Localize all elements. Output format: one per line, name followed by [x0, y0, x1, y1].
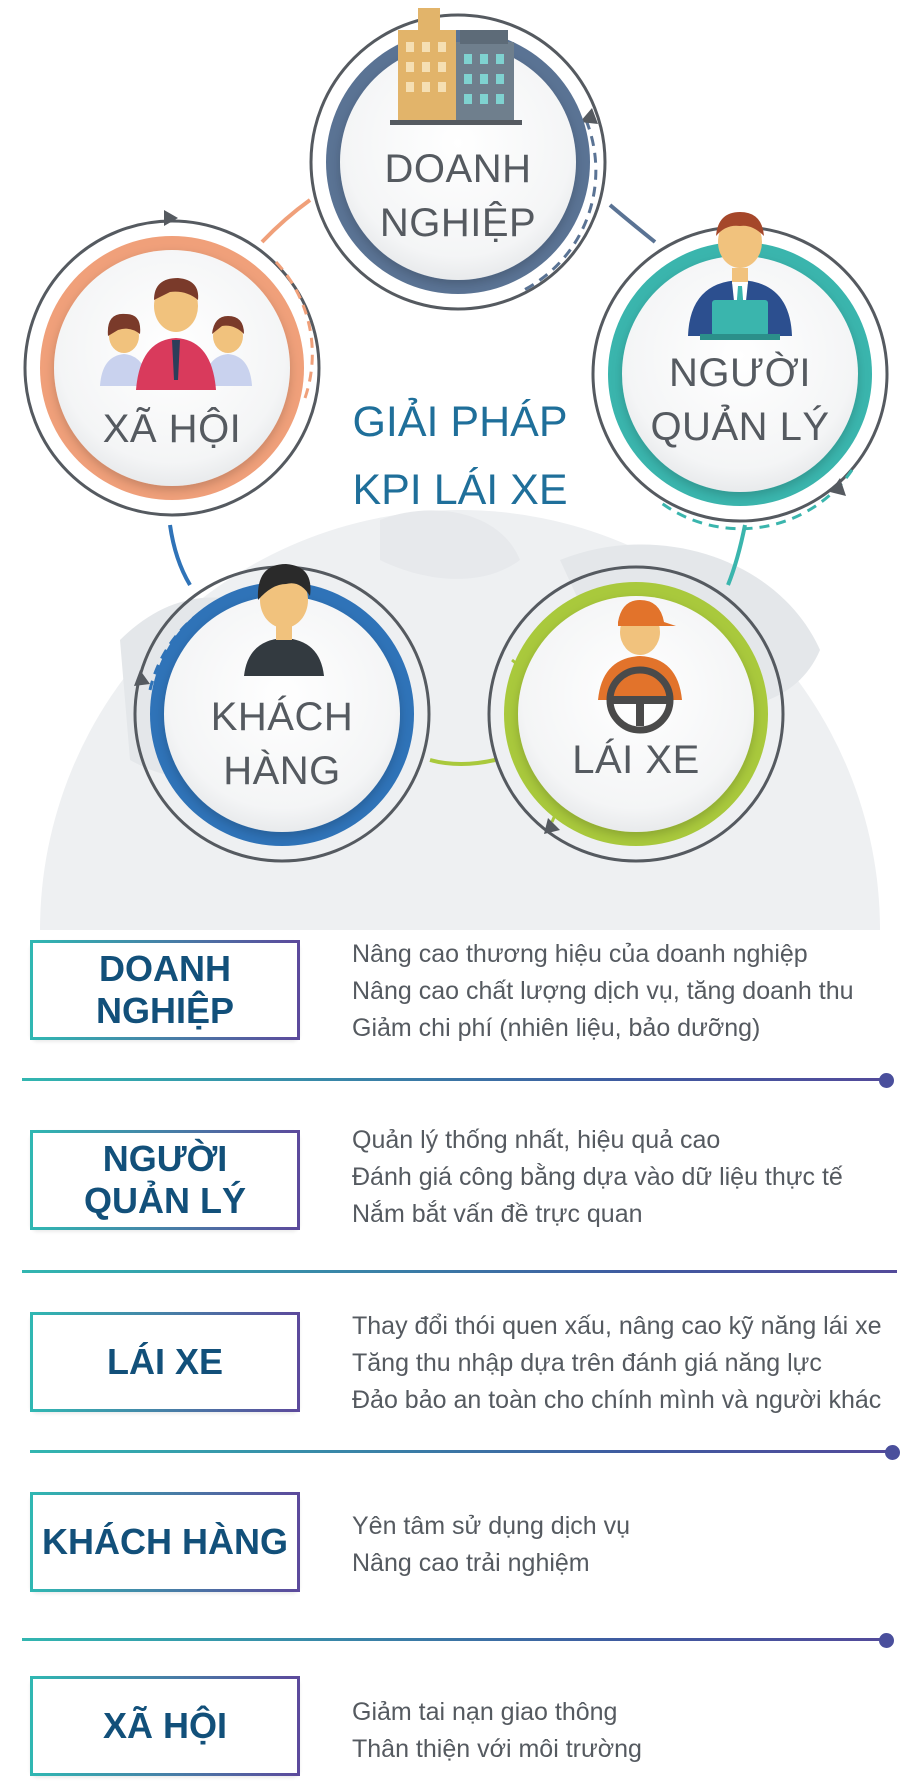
role-label-line: DOANH — [99, 948, 231, 989]
benefit-list-nguoi-quan-ly — [352, 1122, 843, 1233]
node-label-line: HÀNG — [223, 749, 341, 793]
benefit-item: Nâng cao trải nghiệm — [352, 1549, 590, 1577]
node-label-line: DOANH — [384, 147, 532, 191]
role-box-doanh-nghiep — [30, 940, 300, 1040]
node-label-line: QUẢN LÝ — [650, 405, 830, 449]
benefit-item: Thân thiện với môi trường — [352, 1735, 642, 1763]
role-label-line: NGƯỜI — [102, 1138, 228, 1179]
role-label-line: NGHIỆP — [95, 990, 235, 1031]
role-label-line: KHÁCH HÀNG — [42, 1521, 288, 1562]
role-label-line: XÃ HỘI — [102, 1705, 227, 1746]
role-box-nguoi-quan-ly — [30, 1130, 300, 1230]
section-divider — [22, 1270, 897, 1273]
node-label-line: LÁI XE — [572, 738, 700, 782]
node-label-xa-hoi — [72, 402, 272, 456]
center-title-line-2: KPI LÁI XE — [352, 466, 568, 514]
benefit-item: Đảo bảo an toàn cho chính mình và người khác — [352, 1386, 882, 1414]
benefit-item: Giảm chi phí (nhiên liệu, bảo dưỡng) — [352, 1014, 761, 1042]
role-box-lai-xe — [30, 1312, 300, 1412]
role-label-line: QUẢN LÝ — [84, 1180, 246, 1221]
center-title — [330, 388, 590, 524]
node-label-khach-hang — [182, 690, 382, 798]
role-box-xa-hoi — [30, 1676, 300, 1776]
node-label-doanh-nghiep — [358, 142, 558, 250]
benefit-item: Nâng cao thương hiệu của doanh nghiệp — [352, 940, 808, 968]
node-label-line: KHÁCH — [210, 695, 354, 739]
benefit-item: Tăng thu nhập dựa trên đánh giá năng lực — [352, 1349, 822, 1377]
divider-end-dot — [885, 1445, 900, 1460]
benefit-item: Thay đổi thói quen xấu, nâng cao kỹ năng lái xe — [352, 1312, 882, 1340]
benefit-list-khach-hang — [352, 1508, 630, 1582]
section-divider — [30, 1450, 892, 1453]
node-label-lai-xe — [536, 733, 736, 787]
role-box-khach-hang — [30, 1492, 300, 1592]
office-buildings-icon — [390, 8, 522, 125]
benefit-item: Yên tâm sử dụng dịch vụ — [352, 1512, 631, 1540]
section-divider — [22, 1078, 890, 1081]
section-divider — [22, 1638, 890, 1641]
center-title-line-1: GIẢI PHÁP — [352, 398, 568, 446]
node-label-line: NGƯỜI — [668, 351, 812, 395]
benefit-item: Quản lý thống nhất, hiệu quả cao — [352, 1126, 721, 1154]
benefit-item: Nắm bắt vấn đề trực quan — [352, 1200, 643, 1228]
benefit-list-doanh-nghiep — [352, 936, 854, 1047]
divider-end-dot — [879, 1073, 894, 1088]
benefit-list-lai-xe — [352, 1308, 882, 1419]
benefit-item: Nâng cao chất lượng dịch vụ, tăng doanh thu — [352, 977, 854, 1005]
benefit-item: Giảm tai nạn giao thông — [352, 1698, 618, 1726]
benefit-list-xa-hoi — [352, 1694, 642, 1768]
divider-end-dot — [879, 1633, 894, 1648]
node-label-line: NGHIỆP — [379, 201, 537, 245]
node-label-line: XÃ HỘI — [102, 407, 242, 451]
role-label-line: LÁI XE — [106, 1341, 223, 1382]
node-label-nguoi-quan-ly — [640, 346, 840, 454]
benefit-item: Đánh giá công bằng dựa vào dữ liệu thực tế — [352, 1163, 843, 1191]
